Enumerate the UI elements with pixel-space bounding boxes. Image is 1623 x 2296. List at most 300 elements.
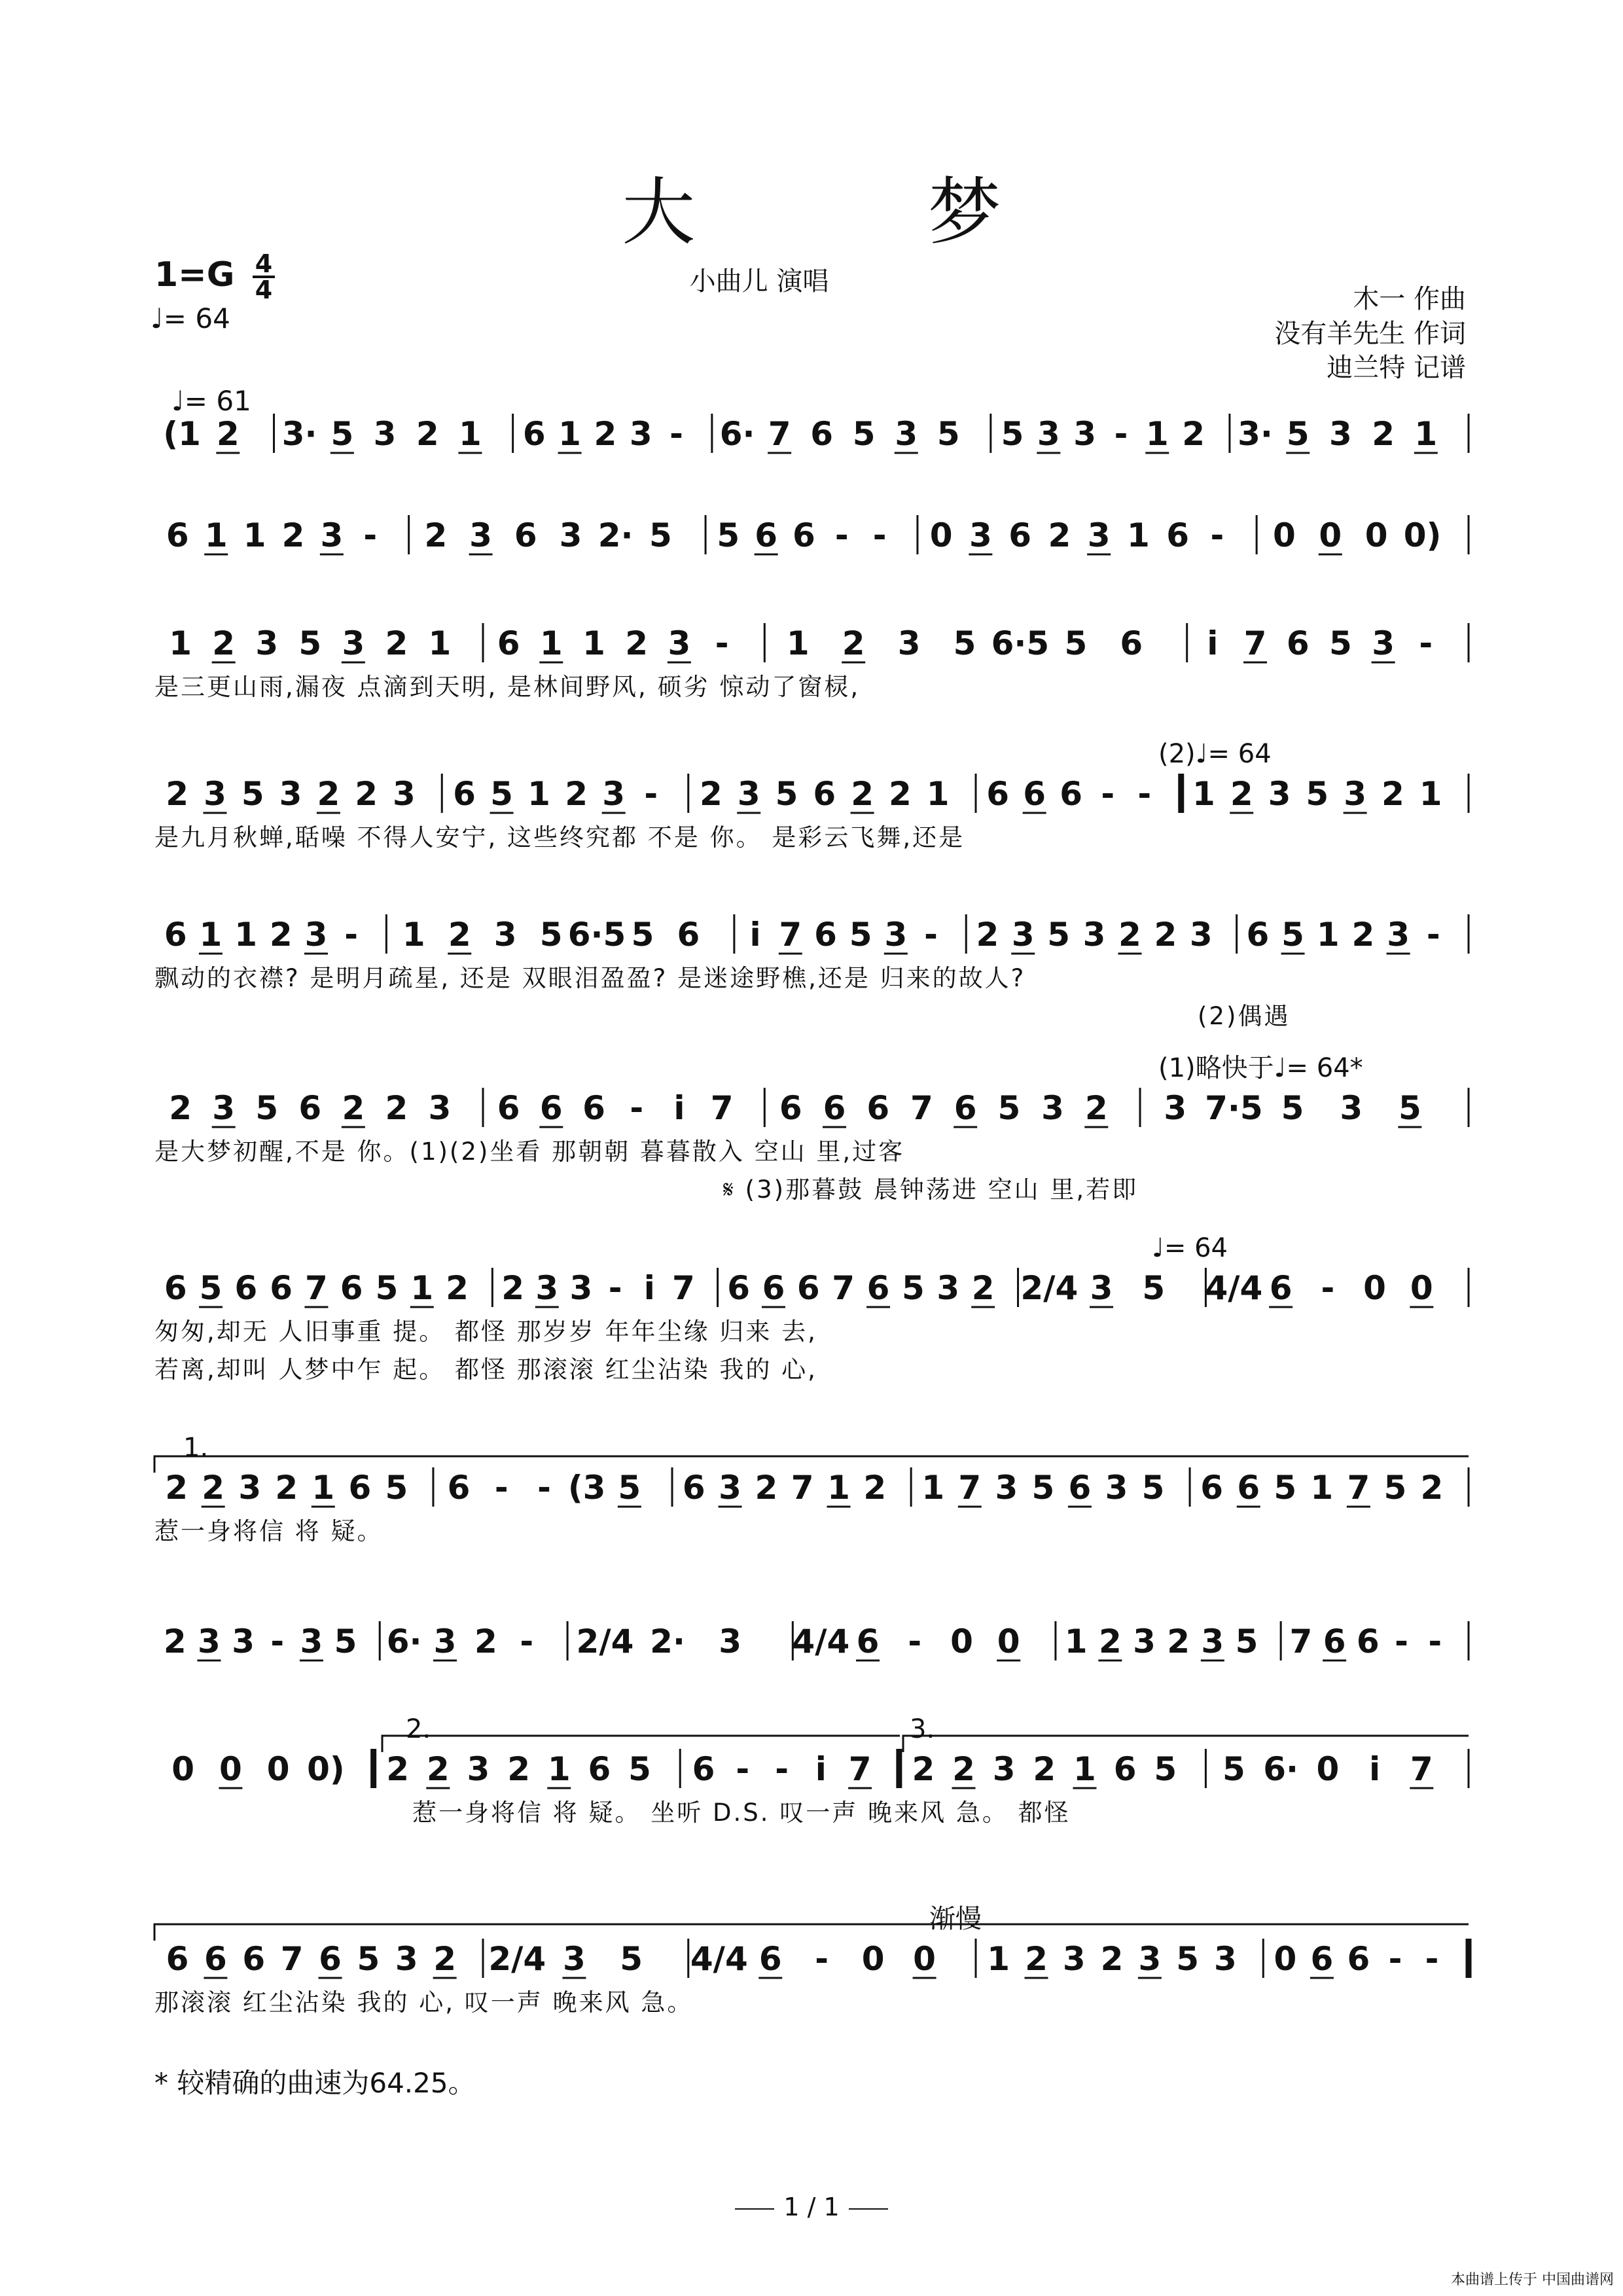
note-digit: 0 — [1319, 516, 1342, 554]
note-digit: 5 — [936, 415, 960, 453]
note-digit: 1 — [402, 916, 425, 954]
note-digit: 1 — [1316, 916, 1340, 954]
note-digit: 7 — [710, 1089, 734, 1127]
note-digit: 2 — [1372, 415, 1395, 453]
note-digit: 3 — [995, 1469, 1018, 1507]
note-digit: - — [1137, 775, 1152, 813]
note-digit: 3 — [279, 775, 302, 813]
note-digit: 6 — [1120, 624, 1143, 662]
note-digit: 3 — [737, 775, 760, 813]
note-digit: 6 — [242, 1940, 266, 1978]
note-digit: 5 — [1274, 1469, 1297, 1507]
performance-mark: 1. — [183, 1433, 209, 1463]
lyric-line: 惹一身将信 将 疑。 — [154, 1517, 383, 1545]
note-digit: 6 — [166, 1940, 189, 1978]
note-digit: - — [608, 1269, 622, 1307]
note-digit: - — [736, 1750, 750, 1788]
note-digit: 3 — [559, 516, 582, 554]
note-digit: 3 — [1201, 1623, 1224, 1660]
note-digit: 2 — [212, 624, 236, 662]
note-digit: 6 — [1023, 775, 1046, 813]
note-digit: 5 — [1001, 415, 1024, 453]
note-digit: 3 — [1189, 916, 1213, 954]
note-digit: 3 — [1041, 1089, 1064, 1127]
performance-mark: 3. — [910, 1714, 935, 1744]
note-digit: 1 — [1126, 516, 1150, 554]
note-digit: 0 — [997, 1623, 1020, 1660]
note-digit: 0) — [307, 1750, 345, 1788]
note-digit: 5 — [717, 516, 740, 554]
note-digit: 2 — [474, 1623, 497, 1660]
note-digit: - — [908, 1623, 922, 1660]
note-digit: 6 — [1166, 516, 1190, 554]
note-digit: 0 — [950, 1623, 973, 1660]
note-digit: 6 — [856, 1623, 880, 1660]
note-digit: 2 — [433, 1940, 457, 1978]
time-signature-top: 4 — [255, 249, 273, 278]
note-digit: 5 — [1306, 775, 1329, 813]
note-digit: 6 — [166, 516, 189, 554]
note-digit: 5 — [1047, 916, 1071, 954]
note-digit: 3 — [373, 415, 397, 453]
note-digit: 5 — [1154, 1750, 1177, 1788]
note-digit: 6 — [727, 1269, 750, 1307]
note-digit: 2/4 — [576, 1623, 634, 1660]
note-digit: 5 — [241, 775, 264, 813]
lyric-line: 飘动的衣襟? 是明月疏星, 还是 双眼泪盈盈? 是迷途野樵,还是 归来的故人? — [154, 964, 1026, 992]
note-digit: 7 — [672, 1269, 695, 1307]
note-digit: 3 — [569, 1269, 593, 1307]
note-digit: 0 — [266, 1750, 290, 1788]
note-digit: - — [1395, 1623, 1408, 1660]
note-digit: 2 — [269, 916, 293, 954]
note-digit: 7·5 — [1205, 1089, 1263, 1127]
note-digit: 1 — [199, 916, 223, 954]
note-digit: 2 — [1167, 1623, 1190, 1660]
note-digit: 3 — [433, 1623, 457, 1660]
note-digit: 5 — [334, 1623, 357, 1660]
note-digit: 5 — [539, 916, 563, 954]
note-digit: 3 — [1087, 516, 1111, 554]
lyric-line: 是九月秋蝉,聒噪 不得人安宁, 这些终究都 不是 你。 是彩云飞舞,还是 — [154, 823, 965, 852]
note-digit: 1 — [827, 1469, 850, 1507]
note-digit: 3 — [232, 1623, 255, 1660]
note-digit: - — [494, 1469, 508, 1507]
note-digit: 2 — [386, 1750, 410, 1788]
note-digit: 3 — [300, 1623, 323, 1660]
note-digit: 3 — [1214, 1940, 1237, 1978]
note-digit: 6 — [234, 1269, 258, 1307]
note-digit: 1 — [1064, 1623, 1088, 1660]
note-digit: - — [644, 775, 658, 813]
note-digit: 1 — [428, 624, 452, 662]
note-digit: 5 — [849, 916, 872, 954]
note-digit: 1 — [582, 624, 605, 662]
note-digit: 6 — [755, 516, 777, 554]
note-digit: - — [1425, 1940, 1439, 1978]
note-digit: 6 — [582, 1089, 605, 1127]
note-digit: 3 — [1133, 1623, 1156, 1660]
note-digit: 5 — [1142, 1269, 1166, 1307]
note-digit: 6 — [1310, 1940, 1334, 1978]
note-digit: 3 — [936, 1269, 960, 1307]
note-digit: - — [1114, 415, 1128, 453]
note-digit: 6 — [823, 1089, 846, 1127]
note-digit: 2 — [842, 624, 865, 662]
note-digit: 1 — [312, 1469, 335, 1507]
note-digit: 7 — [768, 415, 791, 453]
note-digit: 2 — [216, 415, 240, 453]
note-digit: 6 — [986, 775, 1010, 813]
note-digit: 5 — [1141, 1469, 1165, 1507]
note-digit: 0 — [929, 516, 953, 554]
note-digit: 6 — [447, 1469, 471, 1507]
lyric-line: 𝄋 (3)那暮鼓 晨钟荡进 空山 里,若即 — [723, 1175, 1139, 1204]
note-digit: 1 — [1145, 415, 1169, 453]
note-digit: 3 — [204, 775, 226, 813]
note-digit: 2· — [597, 516, 633, 554]
note-digit: 3 — [563, 1940, 586, 1978]
note-digit: 6 — [866, 1089, 890, 1127]
note-digit: 2 — [424, 516, 448, 554]
note-digit: i — [815, 1750, 827, 1788]
note-digit: 6 — [1008, 516, 1031, 554]
note-digit: 3 — [393, 775, 416, 813]
note-digit: 6 — [164, 916, 187, 954]
note-digit: 6 — [866, 1269, 890, 1307]
note-digit: 5 — [953, 624, 976, 662]
note-digit: 6 — [1356, 1623, 1380, 1660]
note-digit: 1 — [243, 516, 266, 554]
note-digit: 2 — [1098, 1623, 1122, 1660]
note-digit: i — [1369, 1750, 1381, 1788]
note-digit: 2 — [448, 916, 471, 954]
note-digit: 5 — [1222, 1750, 1245, 1788]
lyric-line: 匆匆,却无 人旧事重 提。 都怪 那岁岁 年年尘缘 归来 去, — [154, 1318, 817, 1346]
note-digit: 3 — [602, 775, 626, 813]
note-digit: 2 — [851, 775, 874, 813]
note-digit: 6 — [298, 1089, 322, 1127]
note-digit: 5 — [1176, 1940, 1200, 1978]
note-digit: 2 — [169, 1089, 192, 1127]
note-digit: 3 — [1340, 1089, 1363, 1127]
note-digit: 2 — [1118, 916, 1141, 954]
note-digit: 6 — [762, 1269, 785, 1307]
note-digit: 2 — [863, 1469, 887, 1507]
note-digit: 5 — [1281, 1089, 1304, 1127]
note-digit: 6 — [954, 1089, 977, 1127]
note-digit: 5 — [1031, 1469, 1055, 1507]
note-digit: 3 — [895, 415, 918, 453]
note-digit: i — [643, 1269, 655, 1307]
note-digit: 1 — [527, 775, 550, 813]
note-digit: 0 — [861, 1940, 885, 1978]
note-digit: 1 — [1419, 775, 1442, 813]
note-digit: 2 — [355, 775, 378, 813]
note-digit: 6 — [796, 1269, 820, 1307]
note-digit: 1 — [558, 415, 581, 453]
note-digit: 5 — [1064, 624, 1088, 662]
lyricist-credit: 没有羊先生 作词 — [1274, 319, 1466, 349]
note-digit: 5 — [775, 775, 798, 813]
note-digit: - — [1388, 1940, 1402, 1978]
note-digit: 6 — [319, 1940, 342, 1978]
note-digit: - — [520, 1623, 534, 1660]
note-digit: 6 — [1286, 624, 1310, 662]
note-digit: 6 — [340, 1269, 363, 1307]
note-digit: - — [775, 1750, 789, 1788]
note-digit: 3 — [469, 516, 492, 554]
note-digit: 3 — [212, 1089, 236, 1127]
note-digit: 5 — [620, 1940, 643, 1978]
note-digit: 6 — [1347, 1940, 1370, 1978]
performance-mark: (1)略快于♩= 64* — [1158, 1053, 1363, 1083]
note-digit: 3 — [428, 1089, 452, 1127]
note-digit: 6 — [539, 1089, 563, 1127]
upload-note: 本曲谱上传于 中国曲谱网 — [1451, 2272, 1614, 2288]
note-digit: 0 — [1410, 1269, 1433, 1307]
transcriber-credit: 迪兰特 记谱 — [1327, 353, 1466, 383]
note-digit: 1 — [169, 624, 192, 662]
note-digit: 6 — [1246, 916, 1270, 954]
note-digit: 2 — [446, 1269, 469, 1307]
note-digit: 0 — [219, 1750, 242, 1788]
note-digit: 7 — [305, 1269, 328, 1307]
note-digit: 5 — [298, 624, 322, 662]
note-digit: 3 — [238, 1469, 262, 1507]
ending-bracket — [903, 1736, 1469, 1752]
note-digit: 6 — [497, 624, 520, 662]
note-digit: - — [344, 916, 359, 954]
note-digit: 3· — [281, 415, 317, 453]
note-digit: 2 — [971, 1269, 995, 1307]
note-digit: 3 — [1138, 1940, 1162, 1978]
note-digit: - — [1428, 1623, 1442, 1660]
note-digit: 3 — [1082, 916, 1106, 954]
note-digit: 5 — [631, 916, 654, 954]
note-digit: 1 — [1192, 775, 1215, 813]
note-digit: 5 — [490, 775, 513, 813]
note-digit: 0) — [1403, 516, 1442, 554]
note-digit: 6 — [204, 1940, 227, 1978]
note-digit: 1 — [1414, 415, 1438, 453]
lyric-line: (2)偶遇 — [1198, 1002, 1291, 1030]
note-digit: 6 — [1269, 1269, 1293, 1307]
note-digit: 4/4 — [792, 1623, 850, 1660]
note-digit: 3 — [1164, 1089, 1187, 1127]
note-digit: 2 — [594, 415, 617, 453]
note-digit: 7 — [1347, 1469, 1370, 1507]
note-digit: i — [749, 916, 761, 954]
note-digit: 6 — [1060, 775, 1083, 813]
note-digit: 5 — [649, 516, 672, 554]
note-digit: 1 — [547, 1750, 571, 1788]
note-digit: 3 — [255, 624, 279, 662]
note-digit: i — [1207, 624, 1219, 662]
note-digit: 3 — [467, 1750, 490, 1788]
note-digit: 2 — [1420, 1469, 1444, 1507]
note-digit: 2 — [342, 1089, 365, 1127]
note-digit: 2 — [163, 1623, 187, 1660]
note-digit: 5 — [1286, 415, 1310, 453]
note-digit: 3 — [719, 1623, 742, 1660]
lyric-line: 惹一身将信 将 疑。 坐听 D.S. 叹一声 晚来风 急。 都怪 — [412, 1799, 1071, 1827]
note-digit: 0 — [1364, 516, 1388, 554]
note-digit: 2 — [952, 1750, 975, 1788]
note-digit: 3 — [493, 916, 517, 954]
note-digit: 6 — [270, 1269, 293, 1307]
note-digit: 3· — [1238, 415, 1273, 453]
note-digit: 6 — [692, 1750, 715, 1788]
note-digit: 2 — [166, 775, 189, 813]
note-digit: 2 — [317, 775, 340, 813]
note-digit: - — [270, 1623, 285, 1660]
note-digit: 5 — [330, 415, 354, 453]
note-digit: 2 — [1033, 1750, 1056, 1788]
note-digit: 1 — [204, 516, 228, 554]
note-digit: 3 — [395, 1940, 418, 1978]
note-digit: 6·5 — [567, 916, 626, 954]
note-digit: 3 — [1090, 1269, 1113, 1307]
time-signature-bottom: 4 — [255, 276, 273, 304]
note-digit: 3 — [1062, 1940, 1086, 1978]
note-digit: 1 — [1310, 1469, 1334, 1507]
note-digit: 5 — [618, 1469, 641, 1507]
note-digit: 5 — [199, 1269, 223, 1307]
note-digit: 6 — [1237, 1469, 1260, 1507]
note-digit: 7 — [1289, 1623, 1313, 1660]
note-digit: 5 — [1329, 624, 1352, 662]
note-digit: - — [924, 916, 938, 954]
note-digit: 5 — [1398, 1089, 1421, 1127]
note-digit: 2· — [650, 1623, 685, 1660]
note-digit: - — [363, 516, 378, 554]
tempo-marking: ♩= 64 — [151, 302, 230, 334]
note-digit: 6 — [677, 916, 700, 954]
note-digit: - — [715, 624, 729, 662]
footnote: * 较精确的曲速为64.25。 — [154, 2067, 476, 2099]
note-digit: - — [1426, 916, 1440, 954]
note-digit: 3 — [1344, 775, 1367, 813]
note-digit: 4/4 — [1205, 1269, 1263, 1307]
note-digit: - — [1419, 624, 1433, 662]
note-digit: 6 — [813, 775, 836, 813]
key-signature: 1=G — [154, 255, 235, 295]
note-digit: 6 — [1113, 1750, 1137, 1788]
note-digit: 5 — [255, 1089, 279, 1127]
note-digit: 2 — [426, 1750, 450, 1788]
note-digit: 1 — [410, 1269, 434, 1307]
note-digit: 2 — [202, 1469, 225, 1507]
note-digit: 6 — [497, 1089, 520, 1127]
note-digit: 4/4 — [690, 1940, 748, 1978]
note-digit: 6 — [682, 1469, 705, 1507]
note-digit: 7 — [791, 1469, 814, 1507]
note-digit: 2 — [501, 1269, 525, 1307]
note-digit: 3 — [897, 624, 921, 662]
note-digit: - — [872, 516, 887, 554]
note-digit: 5 — [1281, 916, 1304, 954]
note-digit: 2 — [1351, 916, 1375, 954]
note-digit: 3 — [884, 916, 908, 954]
note-digit: 3 — [342, 624, 365, 662]
note-digit: 5 — [375, 1269, 399, 1307]
note-digit: 1 — [921, 1469, 945, 1507]
page-number — [0, 2193, 1623, 2221]
note-digit: 7 — [910, 1089, 933, 1127]
singer-credit: 小曲儿 演唱 — [689, 266, 829, 296]
note-digit: 3 — [1011, 916, 1035, 954]
note-digit: 0 — [1274, 1940, 1297, 1978]
note-digit: 2 — [385, 1089, 408, 1127]
note-digit: 7 — [1243, 624, 1267, 662]
note-digit: 2 — [976, 916, 999, 954]
note-digit: 6 — [453, 775, 476, 813]
note-digit: 2 — [507, 1750, 531, 1788]
composer-credit: 木一 作曲 — [1353, 284, 1466, 314]
note-digit: 6 — [164, 1269, 187, 1307]
note-digit: 5 — [902, 1269, 925, 1307]
note-digit: - — [1101, 775, 1115, 813]
note-digit: - — [630, 1089, 644, 1127]
note-digit: 2 — [385, 624, 408, 662]
note-digit: 6· — [1263, 1750, 1299, 1788]
note-digit: 6 — [588, 1750, 611, 1788]
note-digit: 6 — [758, 1940, 782, 1978]
note-digit: 2/4 — [488, 1940, 546, 1978]
note-digit: 0 — [1363, 1269, 1386, 1307]
note-digit: 3 — [992, 1750, 1016, 1788]
note-digit: 2 — [275, 1469, 298, 1507]
note-digit: 3 — [1073, 415, 1097, 453]
ending-bracket — [154, 1924, 1469, 1941]
note-digit: 7 — [848, 1750, 872, 1788]
note-digit: 2 — [416, 415, 439, 453]
note-digit: - — [537, 1469, 551, 1507]
note-digit: 5 — [997, 1089, 1021, 1127]
note-digit: - — [834, 516, 849, 554]
performance-mark: ♩= 64 — [1152, 1233, 1228, 1263]
note-digit: 3 — [1268, 775, 1291, 813]
note-digit: 3 — [304, 916, 328, 954]
intro-tempo-marking: ♩= 61 — [171, 385, 251, 417]
note-digit: 2 — [889, 775, 912, 813]
note-digit: 6 — [793, 516, 815, 554]
note-digit: 7 — [958, 1469, 982, 1507]
note-digit: 2 — [1182, 415, 1205, 453]
song-title: 大 梦 — [622, 170, 1106, 255]
note-digit: (3 — [567, 1469, 606, 1507]
note-digit: 5 — [357, 1940, 380, 1978]
note-digit: 3 — [668, 624, 691, 662]
note-digit: 0 — [171, 1750, 195, 1788]
note-digit: 6· — [719, 415, 755, 453]
note-digit: 3 — [629, 415, 652, 453]
note-digit: 6 — [814, 916, 837, 954]
note-digit: 1 — [1073, 1750, 1096, 1788]
note-digit: i — [673, 1089, 685, 1127]
note-digit: - — [1321, 1269, 1335, 1307]
note-digit: 2 — [1230, 775, 1253, 813]
note-digit: 6 — [1200, 1469, 1224, 1507]
note-digit: 5 — [852, 415, 876, 453]
note-digit: - — [669, 415, 683, 453]
note-digit: 3 — [719, 1469, 741, 1507]
performance-mark: (2)♩= 64 — [1158, 739, 1272, 769]
note-digit: 2 — [1025, 1940, 1048, 1978]
note-digit: 2 — [281, 516, 305, 554]
note-digit: 1 — [234, 916, 257, 954]
